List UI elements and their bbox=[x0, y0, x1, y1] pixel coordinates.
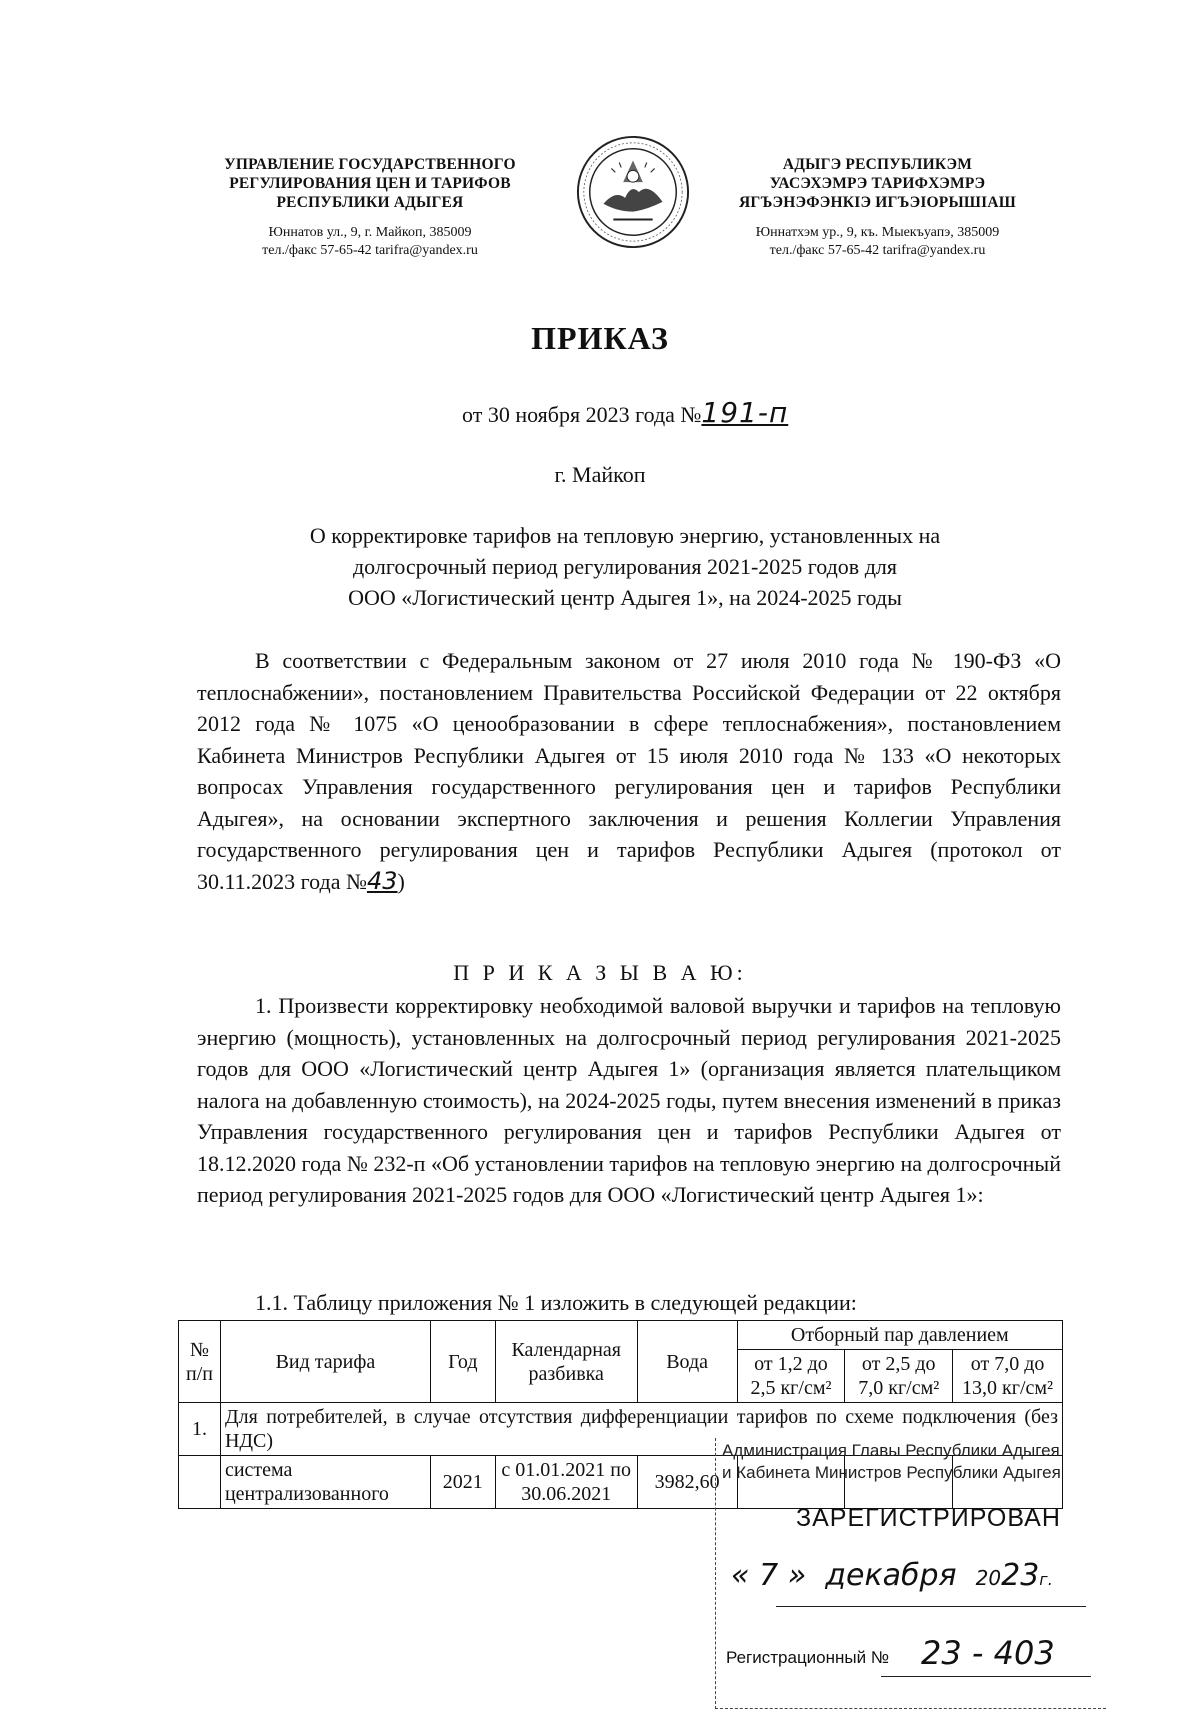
document-subject-line: ООО «Логистический центр Адыгея 1», на 2024-2025 годы bbox=[348, 585, 902, 610]
header-left-org-line: РЕСПУБЛИКИ АДЫГЕЯ bbox=[276, 194, 464, 211]
header-left-address bbox=[190, 224, 550, 260]
stamp-date: « 7 » декабря 2023г. bbox=[731, 1558, 1053, 1593]
header-right-address bbox=[705, 224, 1050, 260]
header-right-org-block bbox=[705, 155, 1050, 260]
header-left-org-block bbox=[190, 155, 550, 260]
stamp-header bbox=[722, 1440, 1102, 1484]
section-num: 1. bbox=[179, 1403, 221, 1456]
order-heading: П Р И К А З Ы В А Ю: bbox=[453, 960, 747, 985]
header-steam-group: Отборный пар давлением bbox=[737, 1321, 1062, 1350]
stamp-year-prefix: 20 bbox=[975, 1566, 1002, 1590]
header-left-org-line: УПРАВЛЕНИЕ ГОСУДАРСТВЕННОГО bbox=[224, 156, 516, 173]
header-num: № п/п bbox=[179, 1321, 221, 1403]
section-text: Для потребителей, в случае отсутствия дифференциации тарифов по схеме подключения (без НДС) bbox=[220, 1403, 1062, 1456]
stamp-day: 7 bbox=[759, 1558, 779, 1593]
preamble-text: В соответствии с Федеральным законом от 27 июля 2010 года № 190-ФЗ «О теплоснабжении», постановлением Правительства Российской Федерации от 22 октября 2012 года № 1075 «О ценообразовании в сфере теплоснабжения», постановлением Кабинета Министров Республики Адыгея от 15 июля 2010 года № 133 «О некоторых вопросах Управления государственного регулирования цен и тарифов Республики Адыгея», на основании экспертного заключения и решения Коллегии Управления государственного регулирования цен и тарифов Республики Адыгея (протокол от 30.11.2023 года № bbox=[197, 648, 1061, 894]
republic-of-adygea-coat-of-arms-icon bbox=[574, 133, 692, 251]
stamp-date-underline bbox=[776, 1606, 1086, 1607]
stamp-month: декабря bbox=[825, 1558, 957, 1593]
row-num bbox=[179, 1456, 221, 1509]
document-subject-line: долгосрочный период регулирования 2021-2025 годов для bbox=[352, 554, 897, 579]
document-date-line bbox=[462, 396, 788, 429]
document-city: г. Майкоп bbox=[554, 462, 646, 487]
stamp-registered: ЗАРЕГИСТРИРОВАН bbox=[796, 1504, 1061, 1532]
registration-stamp bbox=[715, 1438, 1106, 1709]
row-water: 3982,60 bbox=[637, 1456, 737, 1509]
header-steam-1: от 1,2 до 2,5 кг/см² bbox=[737, 1350, 845, 1403]
row-year: 2021 bbox=[430, 1456, 495, 1509]
header-right-address-line: Юннатхэм ур., 9, къ. Мыекъуапэ, 385009 bbox=[755, 225, 1000, 240]
item-1-1-paragraph: 1.1. Таблицу приложения № 1 изложить в следующей редакции: bbox=[255, 1290, 857, 1315]
stamp-regno-label: Регистрационный № bbox=[726, 1648, 890, 1667]
row-tariff-type: система централизованного bbox=[220, 1456, 430, 1509]
header-left-org-line: РЕГУЛИРОВАНИЯ ЦЕН И ТАРИФОВ bbox=[229, 175, 511, 192]
document-title: ПРИКАЗ bbox=[531, 320, 669, 356]
header-right-org-name bbox=[705, 155, 1050, 212]
header-tariff-type: Вид тарифа bbox=[220, 1321, 430, 1403]
document-number-handwritten: 191-п bbox=[701, 396, 789, 429]
header-right-org-line: АДЫГЭ РЕСПУБЛИКЭМ bbox=[782, 156, 973, 173]
header-water: Вода bbox=[637, 1321, 737, 1403]
stamp-year-mark: г. bbox=[1039, 1570, 1053, 1589]
header-year: Год bbox=[430, 1321, 495, 1403]
stamp-header-line: Администрация Главы Республики Адыгея bbox=[722, 1441, 1060, 1460]
item-1-paragraph: 1. Произвести корректировку необходимой валовой выручки и тарифов на тепловую энергию (мощность), установленных на долгосрочный период регулирования 2021-2025 годов для ООО «Логистический центр Адыгея 1» (организация является плательщиком налога на добавленную стоимость), на 2024-2025 годы, путем внесения изменений в приказ Управления государственного регулирования цен и тарифов Республики Адыгея от 18.12.2020 года № 232-п «Об установлении тарифов на тепловую энергию на долгосрочный период регулирования 2021-2025 годов для ООО «Логистический центр Адыгея 1»: bbox=[197, 993, 1061, 1207]
header-right-address-line: тел./факс 57-65-42 tarifra@yandex.ru bbox=[769, 243, 986, 258]
preamble-end: ) bbox=[397, 868, 405, 894]
header-steam-3: от 7,0 до 13,0 кг/см² bbox=[953, 1350, 1063, 1403]
document-subject bbox=[200, 520, 1050, 613]
header-right-org-line: ЯГЪЭНЭФЭНКIЭ ИГЪЭIОРЫШIАШ bbox=[739, 194, 1016, 211]
stamp-regno-underline bbox=[881, 1676, 1091, 1677]
header-left-address-line: Юннатов ул., 9, г. Майкоп, 385009 bbox=[268, 225, 472, 240]
protocol-number-handwritten: 43 bbox=[366, 866, 398, 895]
header-left-address-line: тел./факс 57-65-42 tarifra@yandex.ru bbox=[262, 243, 478, 258]
header-calendar: Календарная разбивка bbox=[495, 1321, 637, 1403]
table-header-row bbox=[179, 1321, 1063, 1350]
header-right-org-line: УАСЭХЭМРЭ ТАРИФХЭМРЭ bbox=[769, 175, 986, 192]
header-left-org-name bbox=[190, 155, 550, 212]
stamp-year-suffix: 23 bbox=[1001, 1558, 1040, 1593]
stamp-header-line: и Кабинета Министров Республики Адыгея bbox=[722, 1463, 1061, 1482]
document-subject-line: О корректировке тарифов на тепловую энергию, установленных на bbox=[309, 523, 941, 548]
preamble-paragraph bbox=[197, 645, 1061, 897]
row-calendar: с 01.01.2021 по 30.06.2021 bbox=[495, 1456, 637, 1509]
header-steam-2: от 2,5 до 7,0 кг/см² bbox=[845, 1350, 953, 1403]
document-date: от 30 ноября 2023 года № bbox=[462, 402, 702, 427]
stamp-regno-value: 23 - 403 bbox=[921, 1634, 1055, 1672]
